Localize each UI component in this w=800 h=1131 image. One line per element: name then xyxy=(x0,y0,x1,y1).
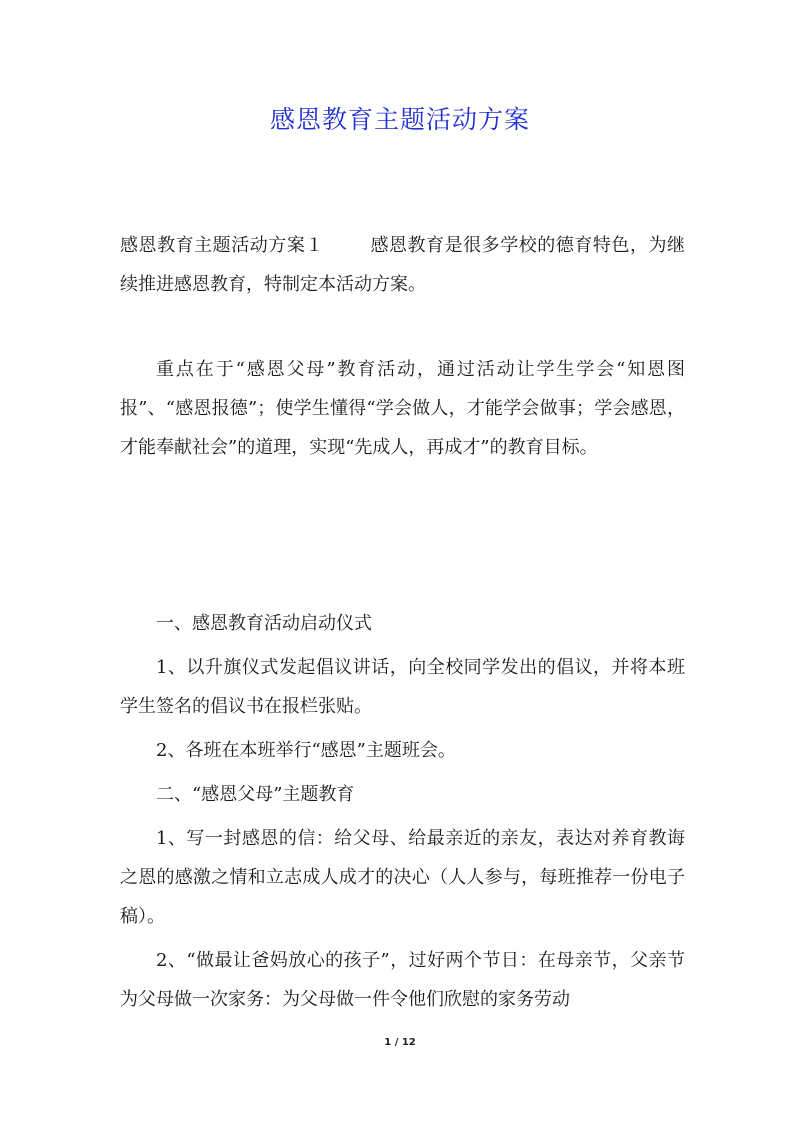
activity-sections xyxy=(120,604,685,1024)
list-item: 1、以升旗仪式发起倡议讲话，向全校同学发出的倡议，并将本班学生签名的倡议书在报栏张贴。 xyxy=(120,657,685,717)
page-title: 感恩教育主题活动方案 xyxy=(269,105,530,134)
section-heading-1: 一、感恩教育活动启动仪式 xyxy=(156,613,372,634)
section-heading-2: 二、“感恩父母”主题教育 xyxy=(156,784,355,805)
intro-text: 感恩教育是很多学校的德育特色，为继续推进感恩教育，特制定本活动方案。 xyxy=(120,235,686,295)
list-item: 2、各班在本班举行“感恩”主题班会。 xyxy=(156,740,456,761)
focus-paragraph: 重点在于“感恩父母”教育活动，通过活动让学生学会“知恩图报”、“感恩报德”；使学生懂得“学会做人，才能学会做事；学会感恩，才能奉献社会”的道理，实现“先成人，再成才”的教育目标。 xyxy=(120,359,685,458)
list-item: 1、写一封感恩的信：给父母、给最亲近的亲友，表达对养育教诲之恩的感激之情和立志成人成才的决心（人人参与，每班推荐一份电子稿）。 xyxy=(120,828,685,927)
intro-heading: 感恩教育主题活动方案１ xyxy=(120,235,324,256)
intro-paragraph xyxy=(120,226,685,304)
list-item: 2、“做最让爸妈放心的孩子”，过好两个节日：在母亲节，父亲节为父母做一次家务：为父母做一件令他们欣慰的家务劳动 xyxy=(120,950,685,1010)
page-number: 1 / 12 xyxy=(384,1037,416,1048)
